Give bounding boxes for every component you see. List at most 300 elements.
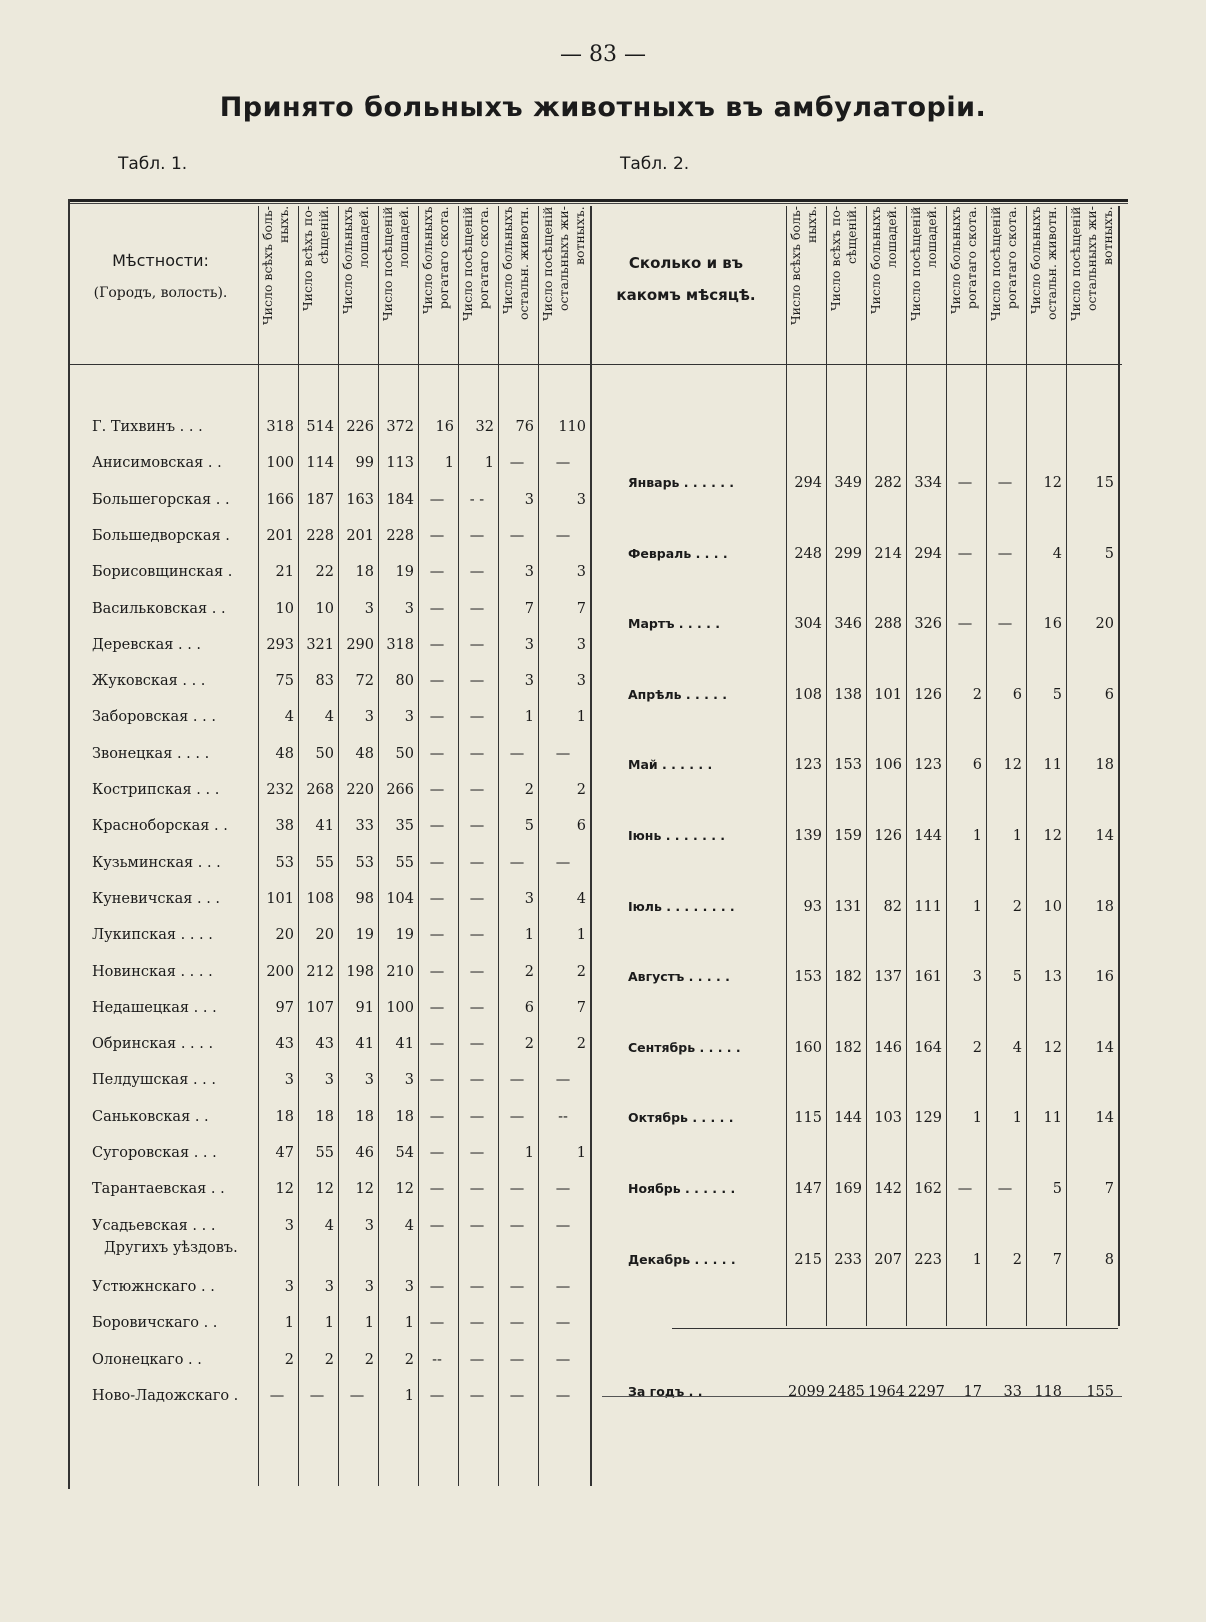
table2-cell: 182 [834, 1039, 862, 1056]
table1-cell: — [469, 527, 485, 544]
table1-cell: 4 [324, 709, 334, 726]
table1-cell: 7 [576, 999, 586, 1016]
table1-row [0, 633, 1206, 657]
table1-cell: — [429, 963, 445, 980]
table2-cell: 349 [834, 475, 862, 491]
table1-row-label: Большедворская . [92, 527, 230, 544]
table1-cell: — [469, 1181, 485, 1198]
table1-cell: 12 [275, 1181, 294, 1198]
table1-cell: 4 [324, 1217, 334, 1234]
table1-row-label: Тарантаевская . . [92, 1181, 225, 1198]
table2-cell: 326 [914, 616, 942, 633]
table1-other-cell: — [555, 1315, 571, 1332]
table1-cell: — [509, 854, 525, 871]
table1-cell: — [509, 1108, 525, 1125]
table2-column-header: Число больныхъ рогатаго скота. [948, 206, 979, 314]
table1-other-cell: — [509, 1279, 525, 1295]
table2-cell: 161 [914, 969, 942, 986]
table1-cell: 4 [576, 890, 586, 907]
table1-cell: 53 [355, 854, 374, 871]
table2-label: Табл. 2. [620, 154, 690, 174]
table2-cell: 147 [794, 1181, 822, 1197]
table1-row-label: Обринская . . . . [92, 1036, 214, 1053]
table1-cell: — [469, 963, 485, 980]
table2-cell: 248 [794, 545, 822, 562]
table2-cell: 12 [1043, 475, 1062, 491]
table1-cell: — [429, 854, 445, 871]
table1-row [0, 778, 1206, 802]
table1-other-cell: — [309, 1387, 325, 1404]
table1-cell: — [429, 709, 445, 726]
table2-stub-header-subtitle: какомъ мѣсяцѣ. [616, 286, 756, 304]
table1-column-header: Число больныхъ остальн. животн. [500, 206, 531, 320]
table1-cell: 18 [275, 1108, 294, 1125]
table2-cell: 5 [1052, 686, 1062, 703]
table1-cell: 47 [275, 1145, 294, 1161]
table1-cell: — [429, 564, 445, 581]
table1-cell: 72 [355, 673, 374, 690]
table2-stub-header-title: Сколько и въ [628, 254, 744, 272]
table1-cell: — [555, 1181, 571, 1198]
table1-cell: 198 [346, 963, 374, 980]
table2-row [0, 753, 1206, 777]
table2-cell: 13 [1043, 969, 1062, 986]
table2-cell: 126 [874, 828, 902, 844]
table2-cell: 5 [1052, 1181, 1062, 1197]
table1-cell: — [429, 491, 445, 508]
table2-cell: 12 [1043, 828, 1062, 844]
table2-cell: 233 [834, 1251, 862, 1268]
table2-cell: 126 [914, 686, 942, 703]
table1-row [0, 1068, 1206, 1092]
table1-cell: 5 [524, 818, 534, 835]
table2-cell: — [997, 616, 1013, 633]
table1-cell: 91 [355, 999, 374, 1016]
table2-cell: 16 [1043, 616, 1062, 633]
table2-row [0, 1036, 1206, 1060]
table1-cell: 3 [284, 1217, 294, 1234]
table1-column-header: Число посѣщенiй остальныхъ жи-вотныхъ. [540, 206, 587, 321]
table1-row-label: Борисовщинская . [92, 564, 233, 581]
table2-cell: 18 [1095, 898, 1114, 915]
table1-cell: 53 [275, 854, 294, 871]
table1-cell: — [469, 600, 485, 617]
table1-cell: — [429, 527, 445, 544]
table2-cell: 6 [1104, 686, 1114, 703]
table1-cell: — [469, 636, 485, 653]
table1-cell: 54 [395, 1145, 414, 1161]
table1-cell: 3 [404, 709, 414, 726]
table2-total-cell: 1964 [868, 1384, 905, 1400]
table1-row-label: Деревская . . . [92, 636, 202, 653]
table1-cell: 98 [355, 890, 374, 907]
table1-other-cell: — [555, 1387, 571, 1404]
table1-cell: 3 [404, 1072, 414, 1089]
table1-cell: - - [469, 491, 485, 508]
table2-cell: 6 [972, 757, 982, 774]
table1-cell: 3 [524, 491, 534, 508]
table1-other-cell: — [469, 1315, 485, 1332]
table1-other-cell: — [509, 1315, 525, 1332]
table1-cell: 75 [275, 673, 294, 690]
table2-cell: 108 [794, 686, 822, 703]
table1-cell: 187 [306, 491, 334, 508]
table2-cell: 115 [794, 1110, 822, 1127]
table1-other-cell: — [429, 1279, 445, 1295]
table2-cell: 288 [874, 616, 902, 633]
table1-cell: 1 [576, 1145, 586, 1161]
table1-cell: 220 [346, 782, 374, 798]
table2-cell: — [997, 475, 1013, 491]
table2-cell: 5 [1104, 545, 1114, 562]
table2-cell: 3 [972, 969, 982, 986]
table1-cell: 228 [386, 527, 414, 544]
table2-cell: 82 [883, 898, 902, 915]
table1-row-label: Куневичская . . . [92, 890, 221, 907]
table2-row-label: Январь . . . . . . [628, 475, 735, 490]
table1-row [0, 705, 1206, 729]
table1-cell: 16 [435, 419, 454, 435]
table2-cell: 2 [1012, 1251, 1022, 1268]
table2-cell: 11 [1043, 1110, 1062, 1127]
table2-cell: 16 [1095, 969, 1114, 986]
table1-cell: 212 [306, 963, 334, 980]
table1-cell: — [469, 1217, 485, 1234]
table2-row [0, 1106, 1206, 1130]
table1-other-row [0, 1311, 1206, 1335]
table2-cell: 146 [874, 1039, 902, 1056]
table1-cell: — [555, 527, 571, 544]
table2-cell: 6 [1012, 686, 1022, 703]
table1-cell: 19 [355, 927, 374, 944]
table1-cell: 1 [524, 1145, 534, 1161]
table2-total-rule [672, 1328, 1118, 1329]
table2-bottom-rule [602, 1396, 1122, 1397]
table1-cell: 101 [266, 890, 294, 907]
table1-cell: — [469, 1108, 485, 1125]
table2-cell: 346 [834, 616, 862, 633]
table1-row-label: Лукипская . . . . [92, 927, 213, 944]
table2-total-cell: 2099 [788, 1384, 825, 1400]
table1-cell: 18 [355, 564, 374, 581]
table2-row [0, 683, 1206, 707]
table2-row [0, 471, 1206, 495]
table2-cell: 334 [914, 475, 942, 491]
table1-cell: — [429, 673, 445, 690]
table1-cell: — [469, 927, 485, 944]
table1-cell: — [429, 1181, 445, 1198]
table1-row-label: Анисимовская . . [92, 455, 222, 472]
table2-total-row-label: За годъ . . [628, 1384, 703, 1399]
table2-row-label: Iюль . . . . . . . . [628, 898, 735, 914]
table1-row-label: Заборовская . . . [92, 709, 216, 726]
table1-cell: — [469, 745, 485, 762]
table2-cell: 18 [1095, 757, 1114, 774]
table2-cell: 14 [1095, 1110, 1114, 1127]
table1-cell: 10 [275, 600, 294, 617]
table1-cell: 1 [484, 455, 494, 472]
table2-column-header: Число посѣщенiй рогатаго скота. [988, 206, 1019, 321]
table2-total-cell: 118 [1034, 1384, 1062, 1400]
table1-cell: 232 [266, 782, 294, 798]
table1-other-cell: 2 [404, 1351, 414, 1368]
table2-column-header: Число посѣщенiй остальныхъ жи-вотныхъ. [1068, 206, 1115, 321]
table2-column-header: Число посѣщенiй лошадей. [908, 206, 939, 321]
table2-cell: 5 [1012, 969, 1022, 986]
table1-cell: — [429, 745, 445, 762]
table1-other-cell: 3 [284, 1279, 294, 1295]
table2-cell: 1 [1012, 1110, 1022, 1127]
table2-cell: 7 [1052, 1251, 1062, 1268]
table1-cell: 1 [444, 455, 454, 472]
table2-cell: 131 [834, 898, 862, 915]
table2-cell: 159 [834, 828, 862, 844]
table1-cell: 3 [364, 1072, 374, 1089]
table1-cell: 3 [404, 600, 414, 617]
table1-column-header: Число больныхъ рогатаго скота. [420, 206, 451, 314]
table1-cell: 35 [395, 818, 414, 835]
table1-stub-header [78, 245, 243, 309]
table1-cell: — [509, 455, 525, 472]
table1-cell: 3 [576, 564, 586, 581]
table2-row [0, 895, 1206, 919]
table1-cell: 4 [284, 709, 294, 726]
table1-row [0, 415, 1206, 439]
table2-cell: 294 [914, 545, 942, 562]
table1-cell: — [429, 1072, 445, 1089]
table2-row-label: Май . . . . . . [628, 757, 713, 773]
table1-cell: 55 [315, 1145, 334, 1161]
table1-other-cell: 3 [404, 1279, 414, 1295]
table1-cell: — [469, 782, 485, 798]
table2-cell: 137 [874, 969, 902, 986]
table1-other-row [0, 1348, 1206, 1372]
table2-total-row [0, 1380, 1206, 1404]
table1-cell: 46 [355, 1145, 374, 1161]
table1-cell: 10 [315, 600, 334, 617]
table1-cell: 372 [386, 419, 414, 435]
table1-cell: 3 [364, 1217, 374, 1234]
table2-cell: 10 [1043, 898, 1062, 915]
table2-cell: 4 [1012, 1039, 1022, 1056]
table1-row-label: Сугоровская . . . [92, 1145, 217, 1161]
table1-cell: — [555, 1072, 571, 1089]
table1-cell: 99 [355, 455, 374, 472]
table1-cell: 210 [386, 963, 414, 980]
table2-cell: 20 [1095, 616, 1114, 633]
table1-cell: 12 [395, 1181, 414, 1198]
table2-cell: 4 [1052, 545, 1062, 562]
table1-cell: — [469, 1145, 485, 1161]
table2-cell: 304 [794, 616, 822, 633]
table1-other-cell: 1 [404, 1315, 414, 1332]
table1-cell: 43 [275, 1036, 294, 1053]
table1-column-header: Число посѣщенiй лошадей. [380, 206, 411, 321]
table1-row-label: Звонецкая . . . . [92, 745, 210, 762]
table1-cell: 290 [346, 636, 374, 653]
table1-cell: 48 [275, 745, 294, 762]
table1-cell: — [429, 1036, 445, 1053]
table1-cell: — [429, 927, 445, 944]
table1-cell: 321 [306, 636, 334, 653]
table1-cell: 3 [524, 673, 534, 690]
table1-column-header: Число всѣхъ по-сѣщенiй. [300, 206, 331, 312]
table1-other-cell: — [469, 1351, 485, 1368]
table1-stub-header-subtitle: (Городъ, волость). [93, 285, 228, 301]
table1-cell: — [469, 1036, 485, 1053]
table2-cell: 1 [972, 1251, 982, 1268]
table2-total-cell: 155 [1086, 1384, 1114, 1400]
table1-cell: 50 [315, 745, 334, 762]
table1-row [0, 1141, 1206, 1165]
table1-cell: 113 [386, 455, 414, 472]
table2-cell: 8 [1104, 1251, 1114, 1268]
table1-cell: 3 [364, 600, 374, 617]
table1-cell: 7 [576, 600, 586, 617]
table1-cell: — [469, 818, 485, 835]
table1-cell: 97 [275, 999, 294, 1016]
table1-cell: 104 [386, 890, 414, 907]
table2-row-label: Сентябрь . . . . . [628, 1039, 741, 1055]
table2-total-cell: 2485 [828, 1384, 865, 1400]
table2-cell: 129 [914, 1110, 942, 1127]
table1-cell: 228 [306, 527, 334, 544]
table1-other-cell: 1 [324, 1315, 334, 1332]
table1-cell: 200 [266, 963, 294, 980]
table1-cell: 2 [576, 1036, 586, 1053]
table1-cell: 226 [346, 419, 374, 435]
table2-cell: — [957, 475, 973, 491]
table1-cell: 19 [395, 927, 414, 944]
table1-cell: 33 [355, 818, 374, 835]
table1-cell: 18 [395, 1108, 414, 1125]
table1-cell: — [469, 999, 485, 1016]
table2-cell: 207 [874, 1251, 902, 1268]
table2-column-header: Число больныхъ остальн. животн. [1028, 206, 1059, 320]
table1-cell: 3 [576, 673, 586, 690]
table1-cell: 55 [315, 854, 334, 871]
table1-cell: — [509, 527, 525, 544]
table1-other-row [0, 1275, 1206, 1299]
table2-row-label: Iюнь . . . . . . . [628, 828, 726, 843]
table1-cell: 100 [386, 999, 414, 1016]
table2-cell: 182 [834, 969, 862, 986]
table1-cell: 514 [306, 419, 334, 435]
table2-column-header: Число всѣхъ по-сѣщенiй. [828, 206, 859, 312]
table1-cell: 38 [275, 818, 294, 835]
table1-row [0, 1214, 1206, 1238]
table1-other-cell: 1 [364, 1315, 374, 1332]
table1-cell: — [429, 1108, 445, 1125]
table1-row [0, 923, 1206, 947]
table1-cell: 22 [315, 564, 334, 581]
table1-other-cell: 2 [324, 1351, 334, 1368]
table1-cell: 3 [524, 564, 534, 581]
table1-column-header: Число всѣхъ боль-ныхъ. [260, 206, 291, 326]
table1-other-cell: — [429, 1387, 445, 1404]
table1-row-label: Большегорская . . [92, 491, 230, 508]
table-frame-top-inner [68, 203, 1128, 204]
table2-cell: 138 [834, 686, 862, 703]
table1-cell: 4 [404, 1217, 414, 1234]
table2-cell: — [997, 545, 1013, 562]
table1-other-cell: — [349, 1387, 365, 1404]
table2-cell: — [997, 1181, 1013, 1197]
table2-row [0, 542, 1206, 566]
table2-cell: 215 [794, 1251, 822, 1268]
table2-row [0, 965, 1206, 989]
table2-row-label: Августъ . . . . . [628, 969, 730, 985]
table1-row-label: Пелдушская . . . [92, 1072, 217, 1089]
table1-header-rule [70, 364, 602, 365]
table2-cell: — [957, 1181, 973, 1197]
table1-cell: 114 [306, 455, 334, 472]
table1-cell: 48 [355, 745, 374, 762]
table1-cell: 3 [324, 1072, 334, 1089]
table1-cell: 41 [315, 818, 334, 835]
table1-cell: 3 [576, 636, 586, 653]
table1-cell: 318 [386, 636, 414, 653]
table1-other-cell: 1 [284, 1315, 294, 1332]
table1-other-cell: 2 [364, 1351, 374, 1368]
table2-total-cell: 2297 [908, 1384, 945, 1400]
page-title: Принято больныхъ животныхъ въ амбулаторiи. [219, 92, 987, 123]
table1-cell: 163 [346, 491, 374, 508]
table2-cell: 15 [1095, 475, 1114, 491]
table1-row-label: Г. Тихвинъ . . . [92, 419, 203, 435]
table2-cell: 282 [874, 475, 902, 491]
table1-cell: 166 [266, 491, 294, 508]
table1-other-cell: — [555, 1279, 571, 1295]
table1-cell: 41 [395, 1036, 414, 1053]
table1-stub-header-title: Мѣстности: [112, 251, 209, 270]
table2-cell: 144 [914, 828, 942, 844]
table2-column-header: Число больныхъ лошадей. [868, 206, 899, 314]
table1-row-label: Саньковская . . [92, 1108, 209, 1125]
table1-cell: 2 [576, 963, 586, 980]
table2-cell: 144 [834, 1110, 862, 1127]
table1-other-cell: 2 [284, 1351, 294, 1368]
table1-cell: 107 [306, 999, 334, 1016]
page-number: — 83 — [560, 42, 646, 67]
table1-cell: — [509, 1072, 525, 1089]
table2-row [0, 1248, 1206, 1272]
table1-cell: 100 [266, 455, 294, 472]
table1-cell: 293 [266, 636, 294, 653]
table1-cell: 1 [524, 709, 534, 726]
table1-cell: 20 [275, 927, 294, 944]
table1-cell: 32 [475, 419, 494, 435]
table1-cell: 3 [524, 636, 534, 653]
table1-cell: — [429, 636, 445, 653]
table1-cell: 55 [395, 854, 414, 871]
table2-column-header: Число всѣхъ боль-ныхъ. [788, 206, 819, 326]
table2-cell: 14 [1095, 828, 1114, 844]
table2-cell: 11 [1043, 757, 1062, 774]
table1-cell: 6 [576, 818, 586, 835]
table2-cell: 1 [972, 1110, 982, 1127]
table1-cell: — [429, 890, 445, 907]
table1-cell: 268 [306, 782, 334, 798]
table2-cell: 1 [1012, 828, 1022, 844]
table1-label: Табл. 1. [118, 154, 188, 174]
table2-total-cell: 17 [963, 1384, 982, 1400]
table1-other-row-label: Ново-Ладожскаго . [92, 1387, 239, 1404]
table2-row-label: Мартъ . . . . . [628, 616, 720, 632]
table1-row [0, 851, 1206, 875]
table1-cell: — [509, 1217, 525, 1234]
table1-cell: — [469, 673, 485, 690]
